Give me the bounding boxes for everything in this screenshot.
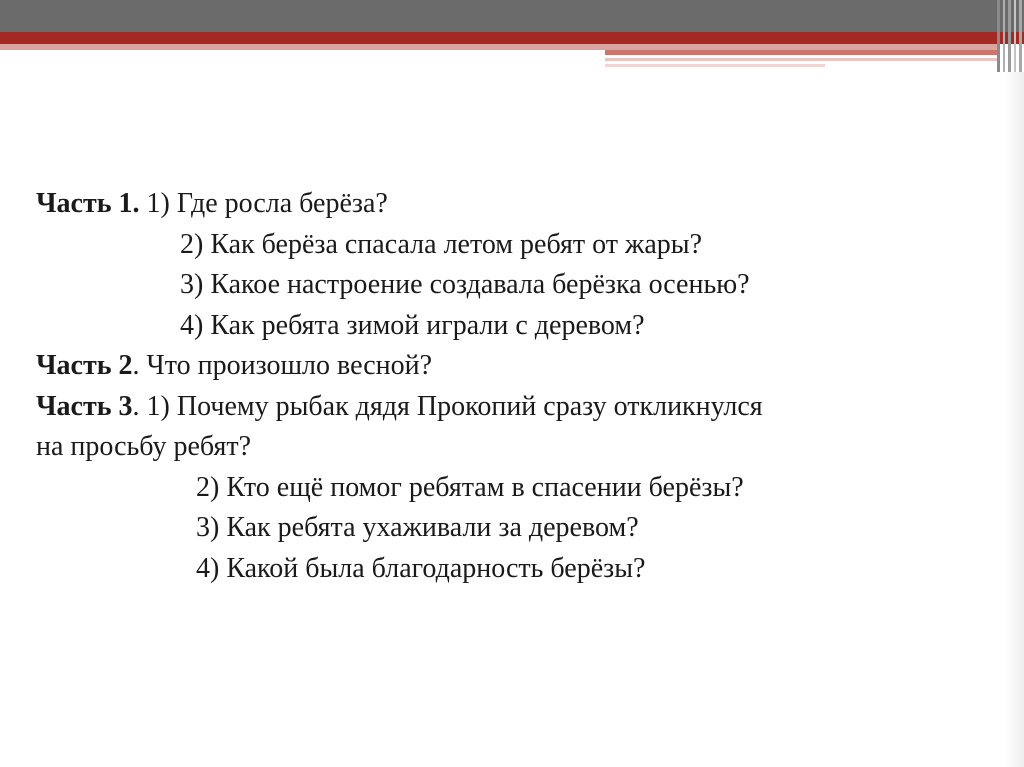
part1-question-2: 2) Как берёза спасала летом ребят от жары? [180, 228, 702, 260]
header-band-gray [0, 0, 1024, 32]
edge-stripe [1019, 0, 1022, 72]
part3-question-1-continued: на просьбу ребят? [36, 431, 251, 462]
part1-question-1: 1) Где росла берёза? [139, 188, 388, 219]
part1-line [36, 184, 936, 225]
part3-line [36, 387, 936, 428]
part1-question-4: 4) Как ребята зимой играли с деревом? [180, 309, 645, 341]
header-accent-bar [605, 50, 1000, 55]
edge-stripe [1014, 0, 1016, 72]
part2-line [36, 346, 936, 387]
edge-stripe [997, 0, 1000, 72]
right-edge-shade [1004, 72, 1024, 767]
edge-stripe [1003, 0, 1005, 72]
part3-question-2: 2) Кто ещё помог ребятам в спасении берёзы? [196, 471, 744, 503]
header-band-red [0, 32, 1024, 44]
question-list [36, 184, 936, 589]
part2-question: . Что произошло весной? [132, 350, 433, 381]
part3-question-1: . 1) Почему рыбак дядя Прокопий сразу откликнулся [132, 390, 763, 422]
part2-label: Часть 2 [36, 350, 133, 381]
edge-stripe [1008, 0, 1011, 72]
part1-question-3: 3) Какое настроение создавала берёзка осенью? [180, 269, 750, 300]
header-accent-line [605, 58, 1000, 61]
part3-question-4: 4) Какой была благодарность берёзы? [196, 552, 646, 584]
header-accent-line-short [605, 64, 825, 67]
part3-label: Часть 3 [36, 390, 133, 422]
part1-label: Часть 1. [36, 188, 140, 219]
part3-question-3: 3) Как ребята ухаживали за деревом? [196, 512, 639, 543]
